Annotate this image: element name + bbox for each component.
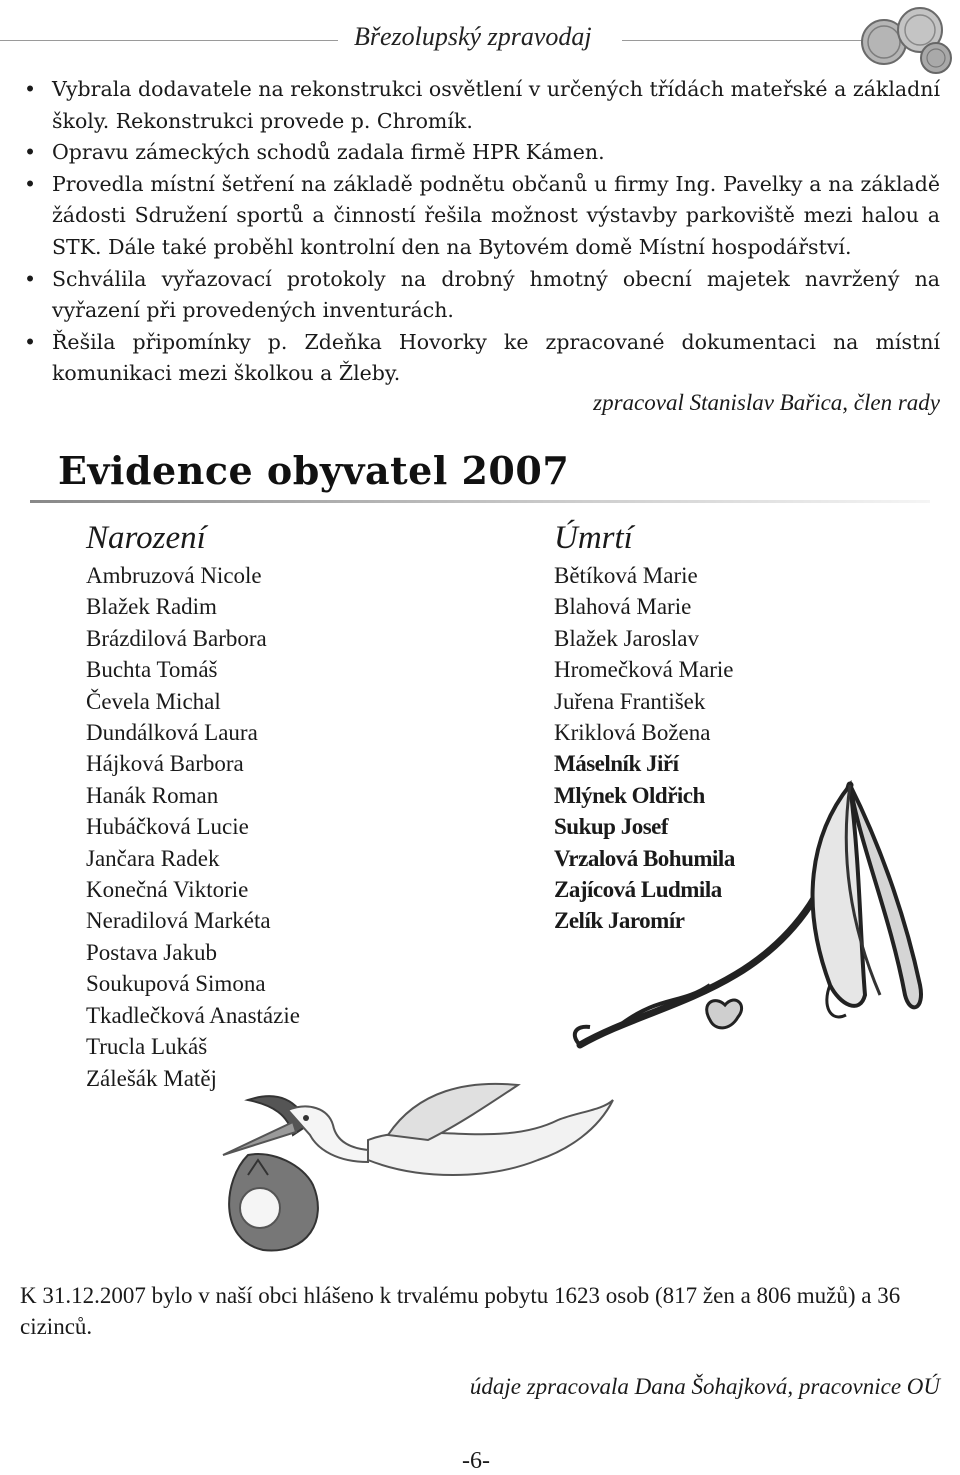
- list-item: Kriklová Božena: [554, 720, 711, 746]
- bullet-icon: •: [24, 329, 37, 354]
- births-column: [86, 516, 300, 1094]
- list-item: Blažek Radim: [86, 594, 217, 620]
- births-heading: Narození: [86, 520, 206, 556]
- list-item: Jančara Radek: [86, 845, 220, 871]
- list-item: Sukup Josef: [554, 814, 669, 840]
- list-item: Zálešák Matěj: [86, 1065, 217, 1091]
- header-rule-right: [622, 40, 870, 41]
- list-item: Ambruzová Nicole: [86, 563, 262, 588]
- list-item: Trucla Lukáš: [86, 1034, 208, 1060]
- author-signature: zpracoval Stanislav Bařica, člen rady: [593, 390, 940, 415]
- deaths-heading: Úmrtí: [554, 520, 633, 556]
- list-item: Neradilová Markéta: [86, 908, 271, 934]
- list-item: Máselník Jiří: [554, 751, 679, 777]
- bullet-icon: •: [24, 171, 37, 196]
- list-item: Konečná Viktorie: [86, 877, 249, 903]
- list-item: Hanák Roman: [86, 782, 219, 808]
- list-item: Buchta Tomáš: [86, 657, 218, 683]
- list-item: Bětíková Marie: [554, 563, 698, 588]
- bullet-icon: •: [24, 140, 37, 165]
- list-item: • Schválila vyřazovací protokoly na drobný hmotný obecní majetek navržený na vyřazení při provedených inventurách.: [20, 264, 940, 327]
- header-rule-left: [0, 40, 338, 41]
- council-activity-list: [20, 74, 940, 390]
- bullet-icon: •: [24, 77, 37, 101]
- coins-logo: [858, 4, 954, 74]
- list-item: Hromečková Marie: [554, 657, 734, 683]
- list-item: • Řešila připomínky p. Zdeňka Hovorky ke zpracované dokumentaci na místní komunikaci mezi školkou a Žleby.: [20, 327, 940, 390]
- list-item: Hubáčková Lucie: [86, 814, 249, 840]
- lily-flower-illustration: [560, 755, 940, 1055]
- list-item: Postava Jakub: [86, 939, 217, 965]
- list-item: Hájková Barbora: [86, 751, 244, 777]
- section-title-underline: [30, 500, 930, 503]
- list-item: • Provedla místní šetření na základě podnětu občanů u firmy Ing. Pavelky a na základě žádosti Sdružení sportů a činností řešila možnost výstavby parkoviště mezi halou a STK. Dále také proběhl kontrolní den na Bytovém domě Místní hospodářství.: [20, 169, 940, 264]
- list-item: Brázdilová Barbora: [86, 625, 267, 651]
- list-item: Juřena František: [554, 688, 706, 714]
- population-statistics: K 31.12.2007 bylo v naší obci hlášeno k trvalému pobytu 1623 osob (817 žen a 806 mužů) a 36 cizinců.: [20, 1283, 901, 1339]
- list-item: Mlýnek Oldřich: [554, 782, 705, 808]
- list-item: • Vybrala dodavatele na rekonstrukci osvětlení v určených třídách mateřské a základní školy. Rekonstrukci provede p. Chromík.: [20, 74, 940, 137]
- list-item: Čevela Michal: [86, 688, 221, 714]
- list-item: Dundálková Laura: [86, 720, 258, 746]
- stork-illustration: [218, 1080, 618, 1255]
- section-title: Evidence obyvatel 2007: [58, 448, 570, 493]
- births-list: [86, 560, 300, 1094]
- page-number: -6-: [462, 1448, 490, 1474]
- list-item: Soukupová Simona: [86, 971, 266, 997]
- list-item: Zelík Jaromír: [554, 908, 685, 934]
- data-author-signature: údaje zpracovala Dana Šohajková, pracovnice OÚ: [469, 1374, 940, 1399]
- list-item: Vrzalová Bohumila: [554, 845, 735, 871]
- list-item: Blažek Jaroslav: [554, 625, 699, 651]
- bullet-icon: •: [24, 266, 37, 291]
- newsletter-title: Březolupský zpravodaj: [354, 22, 592, 51]
- list-item: • Opravu zámeckých schodů zadala firmě HPR Kámen.: [20, 137, 940, 169]
- list-item: Blahová Marie: [554, 594, 692, 620]
- list-item: Tkadlečková Anastázie: [86, 1002, 300, 1028]
- list-item: Zajícová Ludmila: [554, 877, 722, 903]
